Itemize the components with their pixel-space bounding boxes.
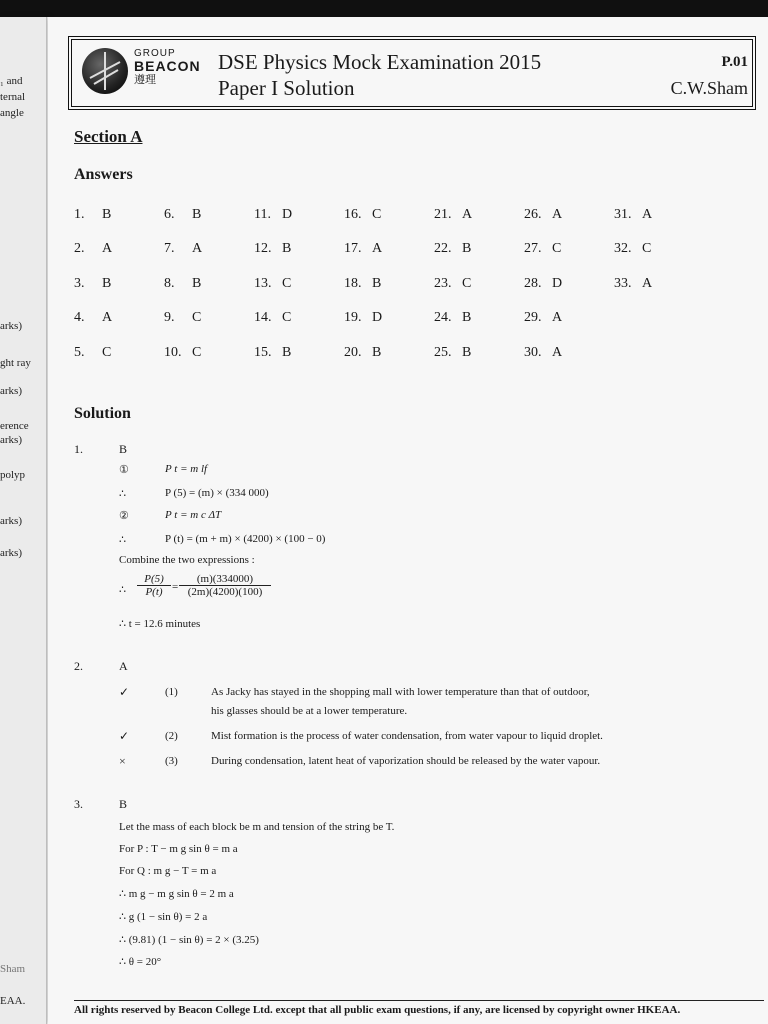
- answer-letter: B: [462, 345, 472, 360]
- answer-number: 16.: [344, 207, 362, 222]
- q2-check-1: ✓: [119, 685, 130, 699]
- answer-item: [164, 345, 201, 361]
- answer-letter: C: [282, 276, 292, 291]
- answer-item: [164, 207, 201, 223]
- answer-item: [74, 310, 112, 326]
- q1-therefore-1: ∴: [119, 488, 126, 500]
- answer-letter: C: [552, 241, 562, 256]
- q1-equals: =: [172, 581, 179, 593]
- answer-letter: A: [102, 310, 113, 325]
- logo-brand: BEACON: [134, 58, 201, 74]
- answer-number: 11.: [254, 207, 271, 222]
- answer-number: 28.: [524, 276, 542, 291]
- answer-item: [164, 310, 201, 326]
- answer-number: 4.: [74, 310, 85, 325]
- answer-number: 6.: [164, 207, 175, 222]
- q1-number: 1.: [74, 442, 83, 456]
- left-fragment: polyp: [0, 469, 26, 481]
- answer-letter: C: [192, 310, 202, 325]
- answer-item: [524, 310, 562, 326]
- answer-number: 9.: [164, 310, 175, 325]
- answer-item: [164, 241, 202, 257]
- answer-letter: D: [282, 207, 293, 222]
- answer-number: 3.: [74, 276, 85, 291]
- q1-therefore-3: ∴: [119, 584, 126, 596]
- q1-therefore-2: ∴: [119, 534, 126, 546]
- page-header: [68, 36, 756, 110]
- answer-letter: B: [192, 207, 202, 222]
- answer-number: 1.: [74, 207, 85, 222]
- answer-letter: B: [102, 207, 112, 222]
- answer-number: 14.: [254, 310, 272, 325]
- q3-line: Let the mass of each block be m and tension of the string be T.: [119, 821, 395, 833]
- answer-number: 20.: [344, 345, 362, 360]
- answer-item: [344, 345, 381, 361]
- q1-marker-2: ②: [119, 510, 129, 522]
- answer-letter: A: [552, 310, 563, 325]
- left-fragment: arks): [0, 385, 22, 397]
- answer-item: [344, 241, 382, 257]
- answer-number: 8.: [164, 276, 175, 291]
- q1-result: ∴ t = 12.6 minutes: [119, 618, 201, 630]
- exam-title: DSE Physics Mock Examination 2015: [218, 50, 542, 74]
- answer-letter: C: [192, 345, 202, 360]
- q1-eq1: P t = m lf: [165, 463, 208, 475]
- q1-marker-1: ①: [119, 464, 129, 476]
- answer-item: [344, 310, 382, 326]
- q2-label-2: (2): [165, 730, 178, 742]
- answer-letter: B: [282, 241, 292, 256]
- answer-letter: B: [462, 310, 472, 325]
- answer-item: [254, 310, 291, 326]
- left-fragment: ₁ and: [0, 75, 23, 87]
- answer-number: 33.: [614, 276, 632, 291]
- answer-item: [74, 276, 111, 292]
- scanner-top-edge: [0, 0, 768, 17]
- answer-item: [254, 345, 291, 361]
- left-fragment: erence: [0, 420, 29, 432]
- answer-item: [434, 276, 471, 292]
- answer-number: 13.: [254, 276, 272, 291]
- answer-letter: C: [102, 345, 112, 360]
- answer-letter: B: [282, 345, 292, 360]
- answer-letter: B: [462, 241, 472, 256]
- answer-letter: C: [372, 207, 382, 222]
- left-fragment: arks): [0, 434, 22, 446]
- answer-number: 15.: [254, 345, 272, 360]
- paper-title: Paper I Solution: [218, 76, 355, 100]
- q3-line: ∴ g (1 − sin θ) = 2 a: [119, 911, 208, 923]
- answer-item: [74, 207, 111, 223]
- answer-item: [434, 241, 471, 257]
- logo-text: [134, 48, 201, 87]
- q1-lhs-num: P(5): [137, 573, 171, 586]
- q1-eq4: P (t) = (m + m) × (4200) × (100 − 0): [165, 533, 326, 545]
- answer-item: [524, 345, 562, 361]
- answer-number: 29.: [524, 310, 542, 325]
- answer-number: 24.: [434, 310, 452, 325]
- answer-item: [614, 276, 652, 292]
- q2-label-1: (1): [165, 686, 178, 698]
- answer-letter: A: [462, 207, 473, 222]
- answer-number: 5.: [74, 345, 85, 360]
- answer-letter: A: [552, 207, 563, 222]
- answer-number: 19.: [344, 310, 362, 325]
- answer-item: [254, 241, 291, 257]
- answer-number: 12.: [254, 241, 272, 256]
- q1-lhs-fraction: [137, 573, 171, 598]
- answers-heading: Answers: [74, 166, 133, 183]
- answer-number: 7.: [164, 241, 175, 256]
- logo-chinese: 遵理: [134, 74, 156, 86]
- answer-number: 2.: [74, 241, 85, 256]
- q1-combine: Combine the two expressions :: [119, 554, 255, 566]
- answer-letter: A: [192, 241, 203, 256]
- answer-letter: B: [102, 276, 112, 291]
- q3-line: ∴ θ = 20°: [119, 956, 162, 968]
- q3-line: ∴ m g − m g sin θ = 2 m a: [119, 888, 234, 900]
- answer-number: 17.: [344, 241, 362, 256]
- answer-letter: A: [642, 207, 653, 222]
- q2-cross-3: ×: [119, 754, 126, 768]
- answer-item: [524, 276, 562, 292]
- answer-letter: D: [372, 310, 383, 325]
- answer-number: 26.: [524, 207, 542, 222]
- answer-item: [344, 207, 381, 223]
- answer-number: 21.: [434, 207, 452, 222]
- answer-item: [164, 276, 201, 292]
- answer-letter: A: [552, 345, 563, 360]
- left-fragment: arks): [0, 547, 22, 559]
- q3-line: For P : T − m g sin θ = m a: [119, 843, 238, 855]
- answer-letter: B: [372, 276, 382, 291]
- answer-item: [344, 276, 381, 292]
- left-fragment: EAA.: [0, 995, 26, 1007]
- q1-rhs-den: (2m)(4200)(100): [187, 586, 263, 598]
- answer-number: 27.: [524, 241, 542, 256]
- footer-rule: [74, 1000, 764, 1001]
- answer-number: 31.: [614, 207, 632, 222]
- left-fragment: arks): [0, 320, 22, 332]
- q1-answer: B: [119, 442, 128, 456]
- q2-text-3: During condensation, latent heat of vaporization should be released by the water vapour.: [211, 755, 601, 767]
- answer-item: [434, 345, 471, 361]
- answer-item: [434, 310, 471, 326]
- answer-letter: C: [282, 310, 292, 325]
- q2-label-3: (3): [165, 755, 178, 767]
- answer-letter: A: [642, 276, 653, 291]
- left-fragment: ght ray: [0, 357, 31, 369]
- answer-item: [74, 241, 112, 257]
- answer-item: [74, 345, 111, 361]
- q3-line: For Q : m g − T = m a: [119, 865, 217, 877]
- answer-item: [614, 207, 652, 223]
- answer-letter: A: [372, 241, 383, 256]
- answer-letter: C: [462, 276, 472, 291]
- answer-number: 23.: [434, 276, 452, 291]
- q2-number: 2.: [74, 659, 83, 673]
- section-title: Section A: [74, 127, 143, 146]
- answer-letter: B: [372, 345, 382, 360]
- adjacent-page-edge: [0, 17, 47, 1024]
- q2-answer: A: [119, 659, 128, 673]
- q2-check-2: ✓: [119, 729, 130, 743]
- answer-number: 25.: [434, 345, 452, 360]
- answer-letter: A: [102, 241, 113, 256]
- solution-heading: Solution: [74, 405, 131, 422]
- answer-number: 18.: [344, 276, 362, 291]
- left-fragment: ternal: [0, 91, 26, 103]
- answer-item: [434, 207, 472, 223]
- beacon-logo-icon: [82, 48, 128, 94]
- q3-answer: B: [119, 797, 128, 811]
- q1-rhs-fraction: [179, 573, 271, 598]
- answer-number: 30.: [524, 345, 542, 360]
- answer-number: 32.: [614, 241, 632, 256]
- q3-line: ∴ (9.81) (1 − sin θ) = 2 × (3.25): [119, 934, 259, 946]
- q2-text-1a: As Jacky has stayed in the shopping mall with lower temperature than that of outdoor,: [211, 686, 590, 698]
- page-number: P.01: [721, 54, 748, 70]
- q2-text-1b: his glasses should be at a lower temperature.: [211, 705, 408, 717]
- logo-group: GROUP: [134, 48, 176, 59]
- q1-lhs-den: P(t): [145, 586, 163, 598]
- answer-item: [614, 241, 651, 257]
- exam-page: [48, 17, 768, 1024]
- left-fragment: angle: [0, 107, 24, 119]
- q2-text-2: Mist formation is the process of water condensation, from water vapour to liquid droplet.: [211, 730, 603, 742]
- author: C.W.Sham: [670, 78, 748, 98]
- answer-letter: D: [552, 276, 563, 291]
- answer-item: [254, 276, 291, 292]
- left-fragment: Sham: [0, 963, 26, 975]
- answer-number: 10.: [164, 345, 182, 360]
- answer-number: 22.: [434, 241, 452, 256]
- left-fragment: arks): [0, 515, 22, 527]
- copyright-footer: All rights reserved by Beacon College Ltd. except that all public exam questions, if any, are licensed by copyright owner HKEAA.: [74, 1004, 681, 1016]
- q1-rhs-num: (m)(334000): [179, 573, 271, 586]
- answer-item: [524, 207, 562, 223]
- q3-number: 3.: [74, 797, 83, 811]
- answer-item: [524, 241, 561, 257]
- q1-eq2: P (5) = (m) × (334 000): [165, 487, 269, 499]
- answer-letter: C: [642, 241, 652, 256]
- answer-item: [254, 207, 292, 223]
- q1-eq3: P t = m c ΔT: [165, 509, 222, 521]
- answer-letter: B: [192, 276, 202, 291]
